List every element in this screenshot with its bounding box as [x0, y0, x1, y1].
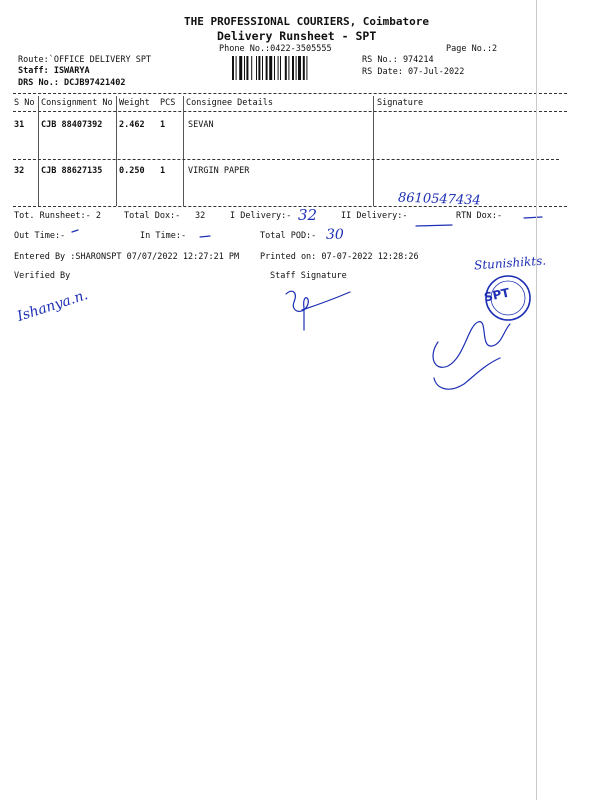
entered-by: Entered By :SHARONSPT 07/07/2022 12:27:21 PM [14, 252, 240, 262]
row-weight: 0.250 [119, 166, 145, 176]
total-dox-value: 32 [195, 211, 206, 221]
tot-runsheet: Tot. Runsheet:- 2 [14, 211, 101, 221]
col-divider [373, 96, 374, 206]
handwritten-total-pod: 30 [326, 227, 344, 243]
runsheet-title: Delivery Runsheet - SPT [217, 29, 377, 43]
i-delivery-label: I Delivery:- [230, 211, 292, 221]
page-edge-line [536, 0, 537, 800]
route-label: Route:`OFFICE DELIVERY SPT [18, 55, 152, 65]
row-sno: 31 [14, 120, 25, 130]
row-rule [13, 159, 559, 160]
row-consignment: CJB 88627135 [41, 166, 103, 176]
handwritten-phone: 8610547434 [397, 190, 481, 209]
verified-by-label: Verified By [14, 271, 71, 281]
col-weight: Weight [119, 98, 150, 108]
row-consignment: CJB 88407392 [41, 120, 103, 130]
barcode-icon [232, 56, 336, 80]
col-divider [116, 96, 117, 206]
drs-number: DRS No.: DCJB97421402 [18, 78, 126, 88]
company-name: THE PROFESSIONAL COURIERS, Coimbatore [184, 15, 430, 28]
stamp-text: SPT [482, 285, 511, 305]
col-consignment: Consignment No [41, 98, 113, 108]
row-sno: 32 [14, 166, 25, 176]
table-bottom-rule [13, 206, 567, 207]
ii-delivery-label: II Delivery:- [341, 211, 408, 221]
staff-signature-label: Staff Signature [270, 271, 347, 281]
row-pcs: 1 [160, 166, 166, 176]
total-dox-label: Total Dox:- [124, 211, 181, 221]
page-number: Page No.:2 [446, 44, 498, 54]
rs-number: RS No.: 974214 [362, 55, 434, 65]
row-consignee: SEVAN [188, 120, 214, 130]
col-consignee: Consignee Details [186, 98, 273, 108]
col-signature: Signature [377, 98, 424, 108]
printed-on: Printed on: 07-07-2022 12:28:26 [260, 252, 419, 262]
handwritten-name-note: Stunishikts. [473, 253, 547, 273]
table-header-rule [13, 111, 567, 112]
ink-marks [14, 212, 574, 442]
table-top-rule [13, 93, 567, 94]
rs-date: RS Date: 07-Jul-2022 [362, 67, 465, 77]
rtn-dox-label: RTN Dox:- [456, 211, 503, 221]
col-divider [38, 96, 39, 206]
in-time-label: In Time:- [140, 231, 187, 241]
col-divider [183, 96, 184, 206]
col-sno: S No [14, 98, 35, 108]
staff-label: Staff: ISWARYA [18, 66, 90, 76]
total-pod-label: Total POD:- [260, 231, 317, 241]
row-weight: 2.462 [119, 120, 145, 130]
phone-number: Phone No.:0422-3505555 [219, 44, 332, 54]
col-pcs: PCS [160, 98, 176, 108]
out-time-label: Out Time:- [14, 231, 66, 241]
row-consignee: VIRGIN PAPER [188, 166, 250, 176]
handwritten-verifier: Ishanya.n. [15, 287, 90, 325]
handwritten-i-delivery: 32 [298, 206, 318, 224]
row-pcs: 1 [160, 120, 166, 130]
